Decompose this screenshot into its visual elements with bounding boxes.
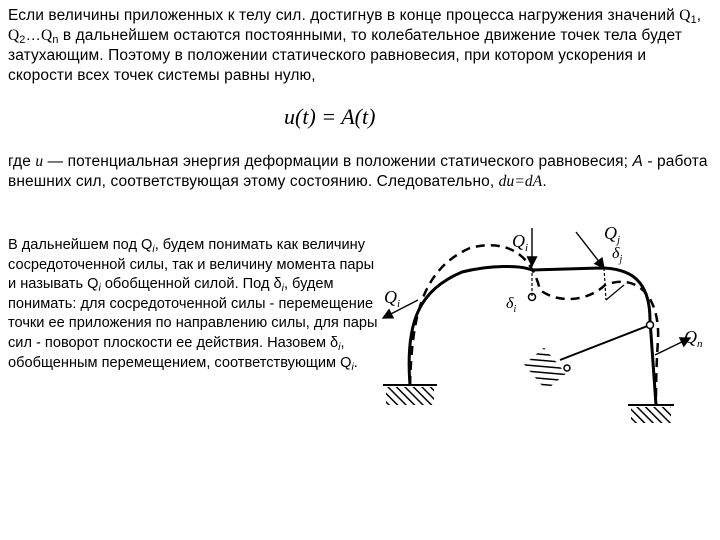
hinge-wall-support (524, 325, 650, 390)
label-di: $\delta_i$ (506, 295, 517, 315)
label-qj: $Q_j$ (604, 223, 621, 246)
sub-i: i (338, 341, 341, 353)
projection-line (606, 285, 624, 300)
def-end: . (542, 173, 547, 190)
q-symbol: Q (679, 7, 691, 24)
sub-i: i (152, 244, 155, 255)
q-symbol: Q (41, 27, 53, 44)
q-symbol: Q (8, 27, 20, 44)
du-da-equation: du=dA (498, 173, 543, 190)
frame-solid (409, 266, 656, 405)
gf-text-4: , будем понимать: для сосредоточенной силы - перемещение точки ее приложения по направлению силы, для пары сил - поворот плоскости ее действия. Назовем δ (8, 276, 378, 351)
label-dj: $\delta_j$ (612, 245, 623, 265)
label-qi-top: $Q_i$ (512, 231, 529, 254)
gf-text-5: , обобщенным перемещением, соответствующим Q (8, 334, 352, 371)
sub-i: i (98, 283, 101, 295)
generalized-force-paragraph (8, 236, 378, 373)
sub-i: i (281, 283, 284, 295)
sub-1: 1 (690, 14, 697, 26)
def-lead: где (8, 153, 36, 170)
intro-paragraph (8, 6, 708, 86)
left-ground-support (383, 385, 437, 405)
force-qj-arrow (576, 232, 604, 268)
definition-paragraph (8, 152, 708, 192)
label-qn: $Q_n$ (684, 327, 703, 350)
energy-work-formula: u(t) = A(t) (284, 104, 376, 129)
a-symbol: A (632, 153, 643, 170)
right-ground-support (628, 405, 674, 423)
gf-text-6: . (353, 354, 358, 371)
gf-text-3: обобщенной силой. Под δ (100, 276, 282, 293)
sub-n: n (52, 34, 59, 46)
comma: , (696, 7, 702, 24)
ellipsis: … (25, 27, 42, 44)
def-text-2: - работа внешних сил, соответствующая этому состоянию. Следовательно, (8, 153, 708, 190)
intro-text-tail: в дальнейшем остаются постоянными, то колебательное движение точек тела будет затухающим. Поэтому в положении статического равновесия, при котором ускорения и скорости всех точек системы равны нулю, (8, 27, 682, 84)
gf-text-1: В дальнейшем под Q (8, 237, 153, 253)
u-symbol: u (35, 153, 44, 170)
sub-2: 2 (19, 34, 26, 46)
sub-i: i (351, 361, 354, 373)
frame-diagram (370, 215, 715, 430)
joint-right (647, 322, 654, 329)
def-text-1: — потенциальная энергия деформации в положении статического равновесия; (43, 153, 633, 170)
intro-text: Если величины приложенных к телу сил. достигнув в конце процесса нагружения значений (8, 7, 680, 24)
gf-text-2: , будем понимать как величину сосредоточенной силы, так и величину момента пары и называть Q (8, 237, 375, 293)
label-qi-left: $Q_i$ (384, 287, 401, 310)
